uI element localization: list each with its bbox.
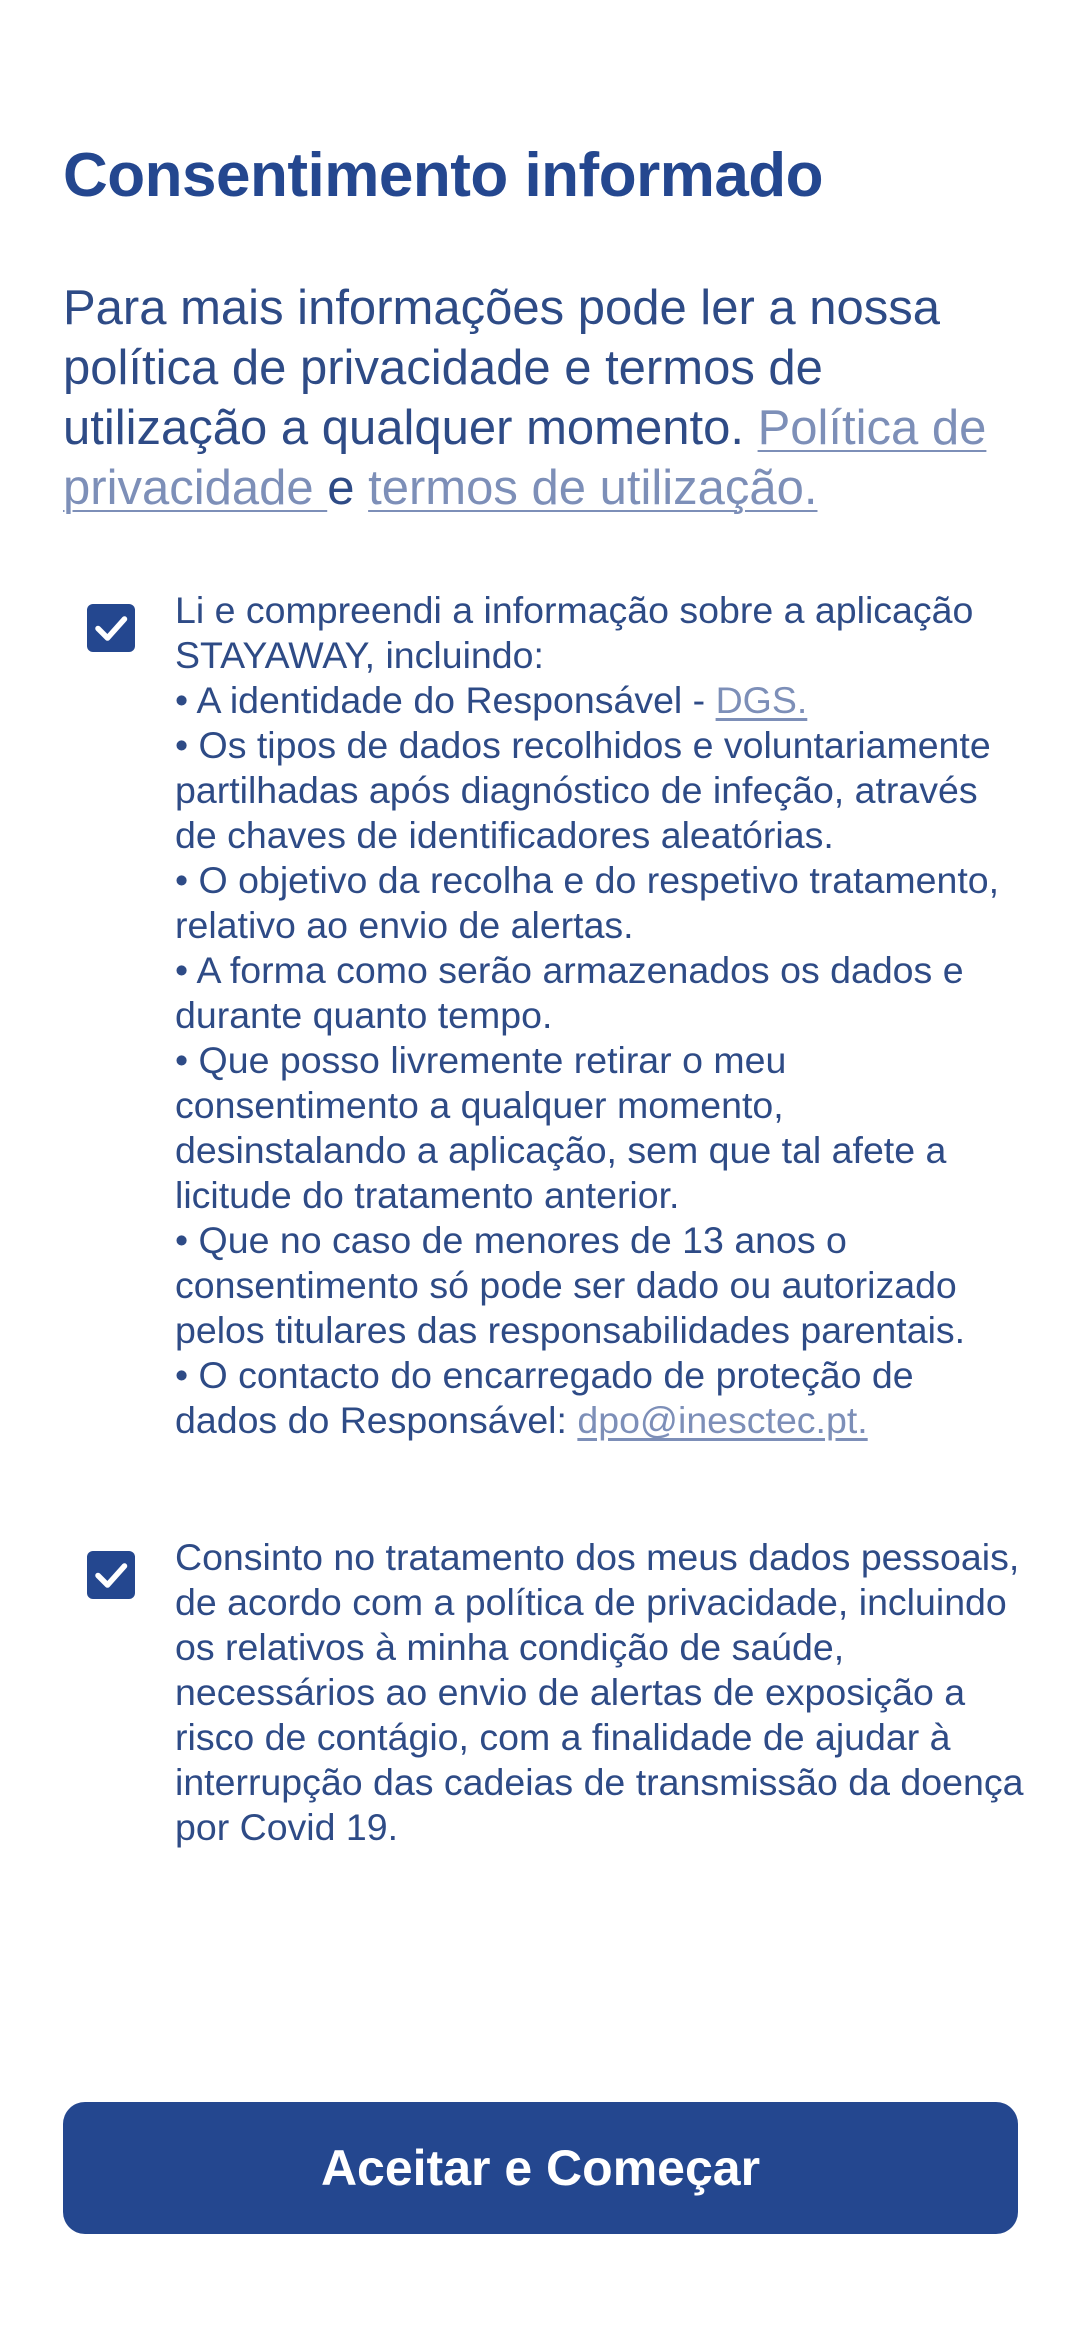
consent-item-minors: • Que no caso de menores de 13 anos o consentimento só pode ser dado ou autorizado pelos titulares das responsabilidades parentais. (175, 1219, 966, 1351)
data-processing-consent-text: Consinto no tratamento dos meus dados pessoais, de acordo com a política de privacidade, incluindo os relativos à minha condição de saúde, necessários ao envio de alertas de exposição a risco de contágio, com a finalidade de ajudar à interrupção das cadeias de transmissão da doença por Covid 19. (175, 1536, 1024, 1848)
consent-item-responsible (175, 678, 1025, 723)
dpo-email-link[interactable]: dpo@inesctec.pt. (577, 1399, 868, 1441)
intro-conjunction: e (327, 461, 355, 515)
data-processing-checkbox[interactable] (87, 1551, 135, 1599)
checkmark-icon (87, 1551, 135, 1599)
consent-item-withdraw: • Que posso livremente retirar o meu consentimento a qualquer momento, desinstalando a aplicação, sem que tal afete a licitude do tratamento anterior. (175, 1039, 947, 1216)
consent-item-purpose: • O objetivo da recolha e do respetivo tratamento, relativo ao envio de alertas. (175, 859, 1000, 946)
information-consent-text (175, 588, 1025, 1443)
accept-and-start-button[interactable]: Aceitar e Começar (63, 2102, 1018, 2234)
information-checkbox[interactable] (87, 604, 135, 652)
consent-item-dpo (175, 1353, 1025, 1443)
consent-item-data-types: • Os tipos de dados recolhidos e voluntariamente partilhadas após diagnóstico de infeção, através de chaves de identificadores aleatórias. (175, 724, 991, 856)
intro-paragraph (63, 278, 1023, 518)
checkmark-icon (87, 604, 135, 652)
consent-item-storage: • A forma como serão armazenados os dados e durante quanto tempo. (175, 949, 964, 1036)
dgs-link[interactable]: DGS. (715, 679, 808, 721)
page-title: Consentimento informado (63, 141, 824, 210)
intro-text: Para mais informações pode ler a nossa política de privacidade e termos de utilização a qualquer momento. (63, 281, 940, 455)
item-text: • A identidade do Responsável - (175, 679, 716, 721)
terms-of-use-link[interactable]: termos de utilização. (368, 461, 818, 515)
consent-intro: Li e compreendi a informação sobre a aplicação STAYAWAY, incluindo: (175, 589, 974, 676)
privacy-policy-link[interactable]: Política de privacidade (63, 401, 987, 515)
item-text: • O contacto do encarregado de proteção de dados do Responsável: (175, 1354, 914, 1441)
